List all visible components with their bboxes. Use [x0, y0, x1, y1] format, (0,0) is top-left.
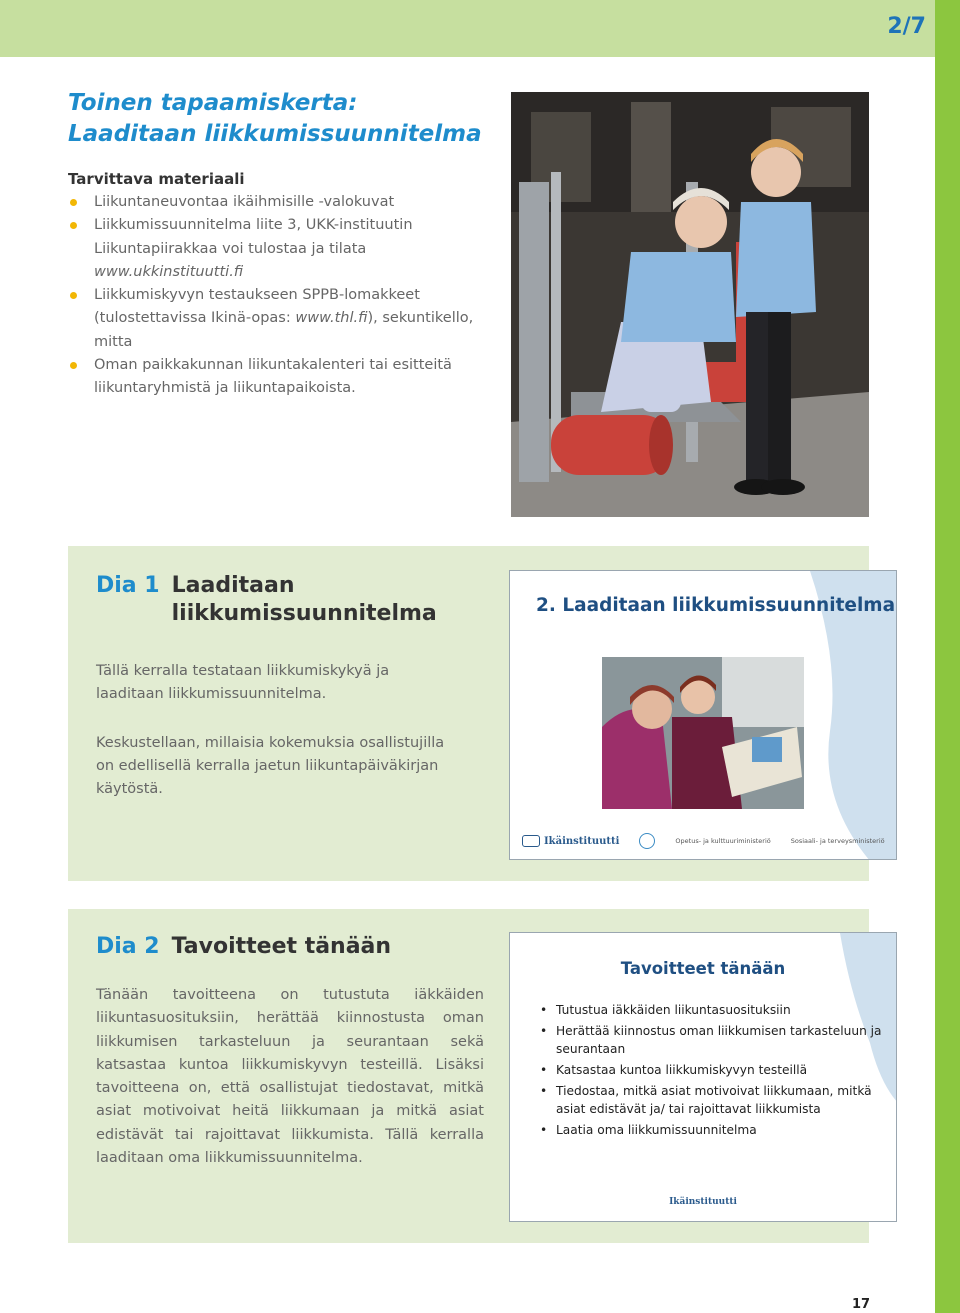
- materials-item: [68, 214, 488, 284]
- dia1-slide: [509, 570, 897, 860]
- materials-item: [68, 284, 488, 354]
- page-title-line2: Laaditaan liikkumissuunnitelma: [68, 121, 482, 147]
- materials-item-text: Oman paikkakunnan liikuntakalenteri tai esitteitä liikuntaryhmistä ja liikuntapaikoista.: [94, 357, 452, 397]
- dia1-slide-title: 2. Laaditaan liikkumissuunnitelma: [536, 595, 896, 616]
- slide-list-item: • Tutustua iäkkäiden liikuntasuosituksiin: [540, 1001, 885, 1019]
- materials-list: [68, 191, 488, 401]
- footer-ministry-1: Opetus- ja kulttuuriministeriö: [675, 837, 771, 845]
- page-fraction: 2/7: [887, 14, 926, 39]
- dia2-heading: [96, 933, 391, 961]
- dia1-body: [96, 660, 456, 826]
- materials-item: [68, 354, 488, 401]
- page-number: 17: [852, 1297, 871, 1312]
- dia1-paragraph: Tällä kerralla testataan liikkumiskykyä ja laaditaan liikkumissuunnitelma.: [96, 663, 390, 703]
- ikainstituutti-logo-icon: [522, 835, 540, 847]
- ukk-link[interactable]: www.ukkinstituutti.fi: [94, 263, 244, 280]
- page-title-line1: Toinen tapaamiskerta:: [68, 90, 358, 116]
- bullet-icon: [70, 292, 77, 299]
- right-stripe: [935, 0, 960, 1313]
- dia2-slide: [509, 932, 897, 1222]
- gym-photo-illustration: [511, 92, 869, 517]
- materials-heading: Tarvittava materiaali: [68, 170, 245, 188]
- emblem-icon: [639, 833, 655, 849]
- top-bar: [0, 0, 935, 57]
- dia2-slide-title: Tavoitteet tänään: [620, 959, 786, 978]
- slide-list-item: • Katsastaa kuntoa liikkumiskyvyn testeillä: [540, 1061, 885, 1079]
- slide-photo-illustration: [602, 657, 804, 809]
- thl-link[interactable]: www.thl.fi: [295, 310, 368, 327]
- slide-list-item: • Tiedostaa, mitkä asiat motivoivat liikkumaan, mitkä asiat edistävät ja/ tai rajoittavat liikkumista: [540, 1082, 885, 1118]
- materials-item-text: Liikkumissuunnitelma liite 3, UKK-instituutin Liikuntapiirakkaa voi tulostaa ja tilata: [94, 217, 413, 257]
- materials-item-text: Liikuntaneuvontaa ikäihmisille -valokuvat: [94, 194, 395, 210]
- slide-list-item: • Herättää kiinnostus oman liikkumisen tarkasteluun ja seurantaan: [540, 1022, 885, 1058]
- dia2-slide-list: [540, 1001, 885, 1142]
- footer-ministry-2: Sosiaali- ja terveysministeriö: [790, 837, 885, 845]
- dia2-body: Tänään tavoitteena on tutustuta iäkkäiden liikuntasuosituksiin, herättää kiinnostusta oman liikkumisen tarkasteluun ja seurantaan sekä katsastaa kuntoa liikkumiskyvyn testeillä. Lisäksi tavoitteena on, että osallistujat tiedostavat, mitkä asiat motivoivat heitä liikkumaan ja mitkä asiat edistävät tai rajoittavat liikkumista. Tällä kerralla laaditaan oma liikkumissuunnitelma.: [96, 987, 484, 1167]
- materials-item-text: Liikkumiskyvyn testaukseen SPPB-lomakkeet (tulostettavissa Ikinä-opas:: [94, 287, 420, 327]
- materials-block: [68, 170, 488, 401]
- dia2-slide-footer: Ikäinstituutti: [669, 1197, 737, 1207]
- gym-photo: [511, 92, 869, 517]
- bullet-icon: [70, 199, 77, 206]
- page-title: [68, 88, 498, 150]
- materials-item: [68, 191, 488, 214]
- slide-list-item: • Laatia oma liikkumissuunnitelma: [540, 1121, 885, 1139]
- dia1-heading: [96, 572, 437, 628]
- bullet-icon: [70, 222, 77, 229]
- footer-brand: [522, 835, 619, 847]
- dia2-title: Tavoitteet tänään: [171, 934, 392, 959]
- dia1-title: Laaditaan liikkumissuunnitelma: [171, 573, 437, 626]
- dia1-section: [68, 546, 896, 881]
- slide-footer: [522, 833, 885, 849]
- dia2-section: [68, 909, 882, 1243]
- dia1-number: Dia 1: [96, 573, 160, 598]
- materials-item-text: ), sekuntikello, mitta: [94, 310, 474, 350]
- bullet-icon: [70, 362, 77, 369]
- slide-photo: [602, 657, 804, 809]
- footer-brand-text: Ikäinstituutti: [544, 835, 620, 847]
- dia2-number: Dia 2: [96, 934, 160, 959]
- dia1-paragraph: Keskustellaan, millaisia kokemuksia osallistujilla on edellisellä kerralla jaetun liikuntapäiväkirjan käytöstä.: [96, 734, 445, 798]
